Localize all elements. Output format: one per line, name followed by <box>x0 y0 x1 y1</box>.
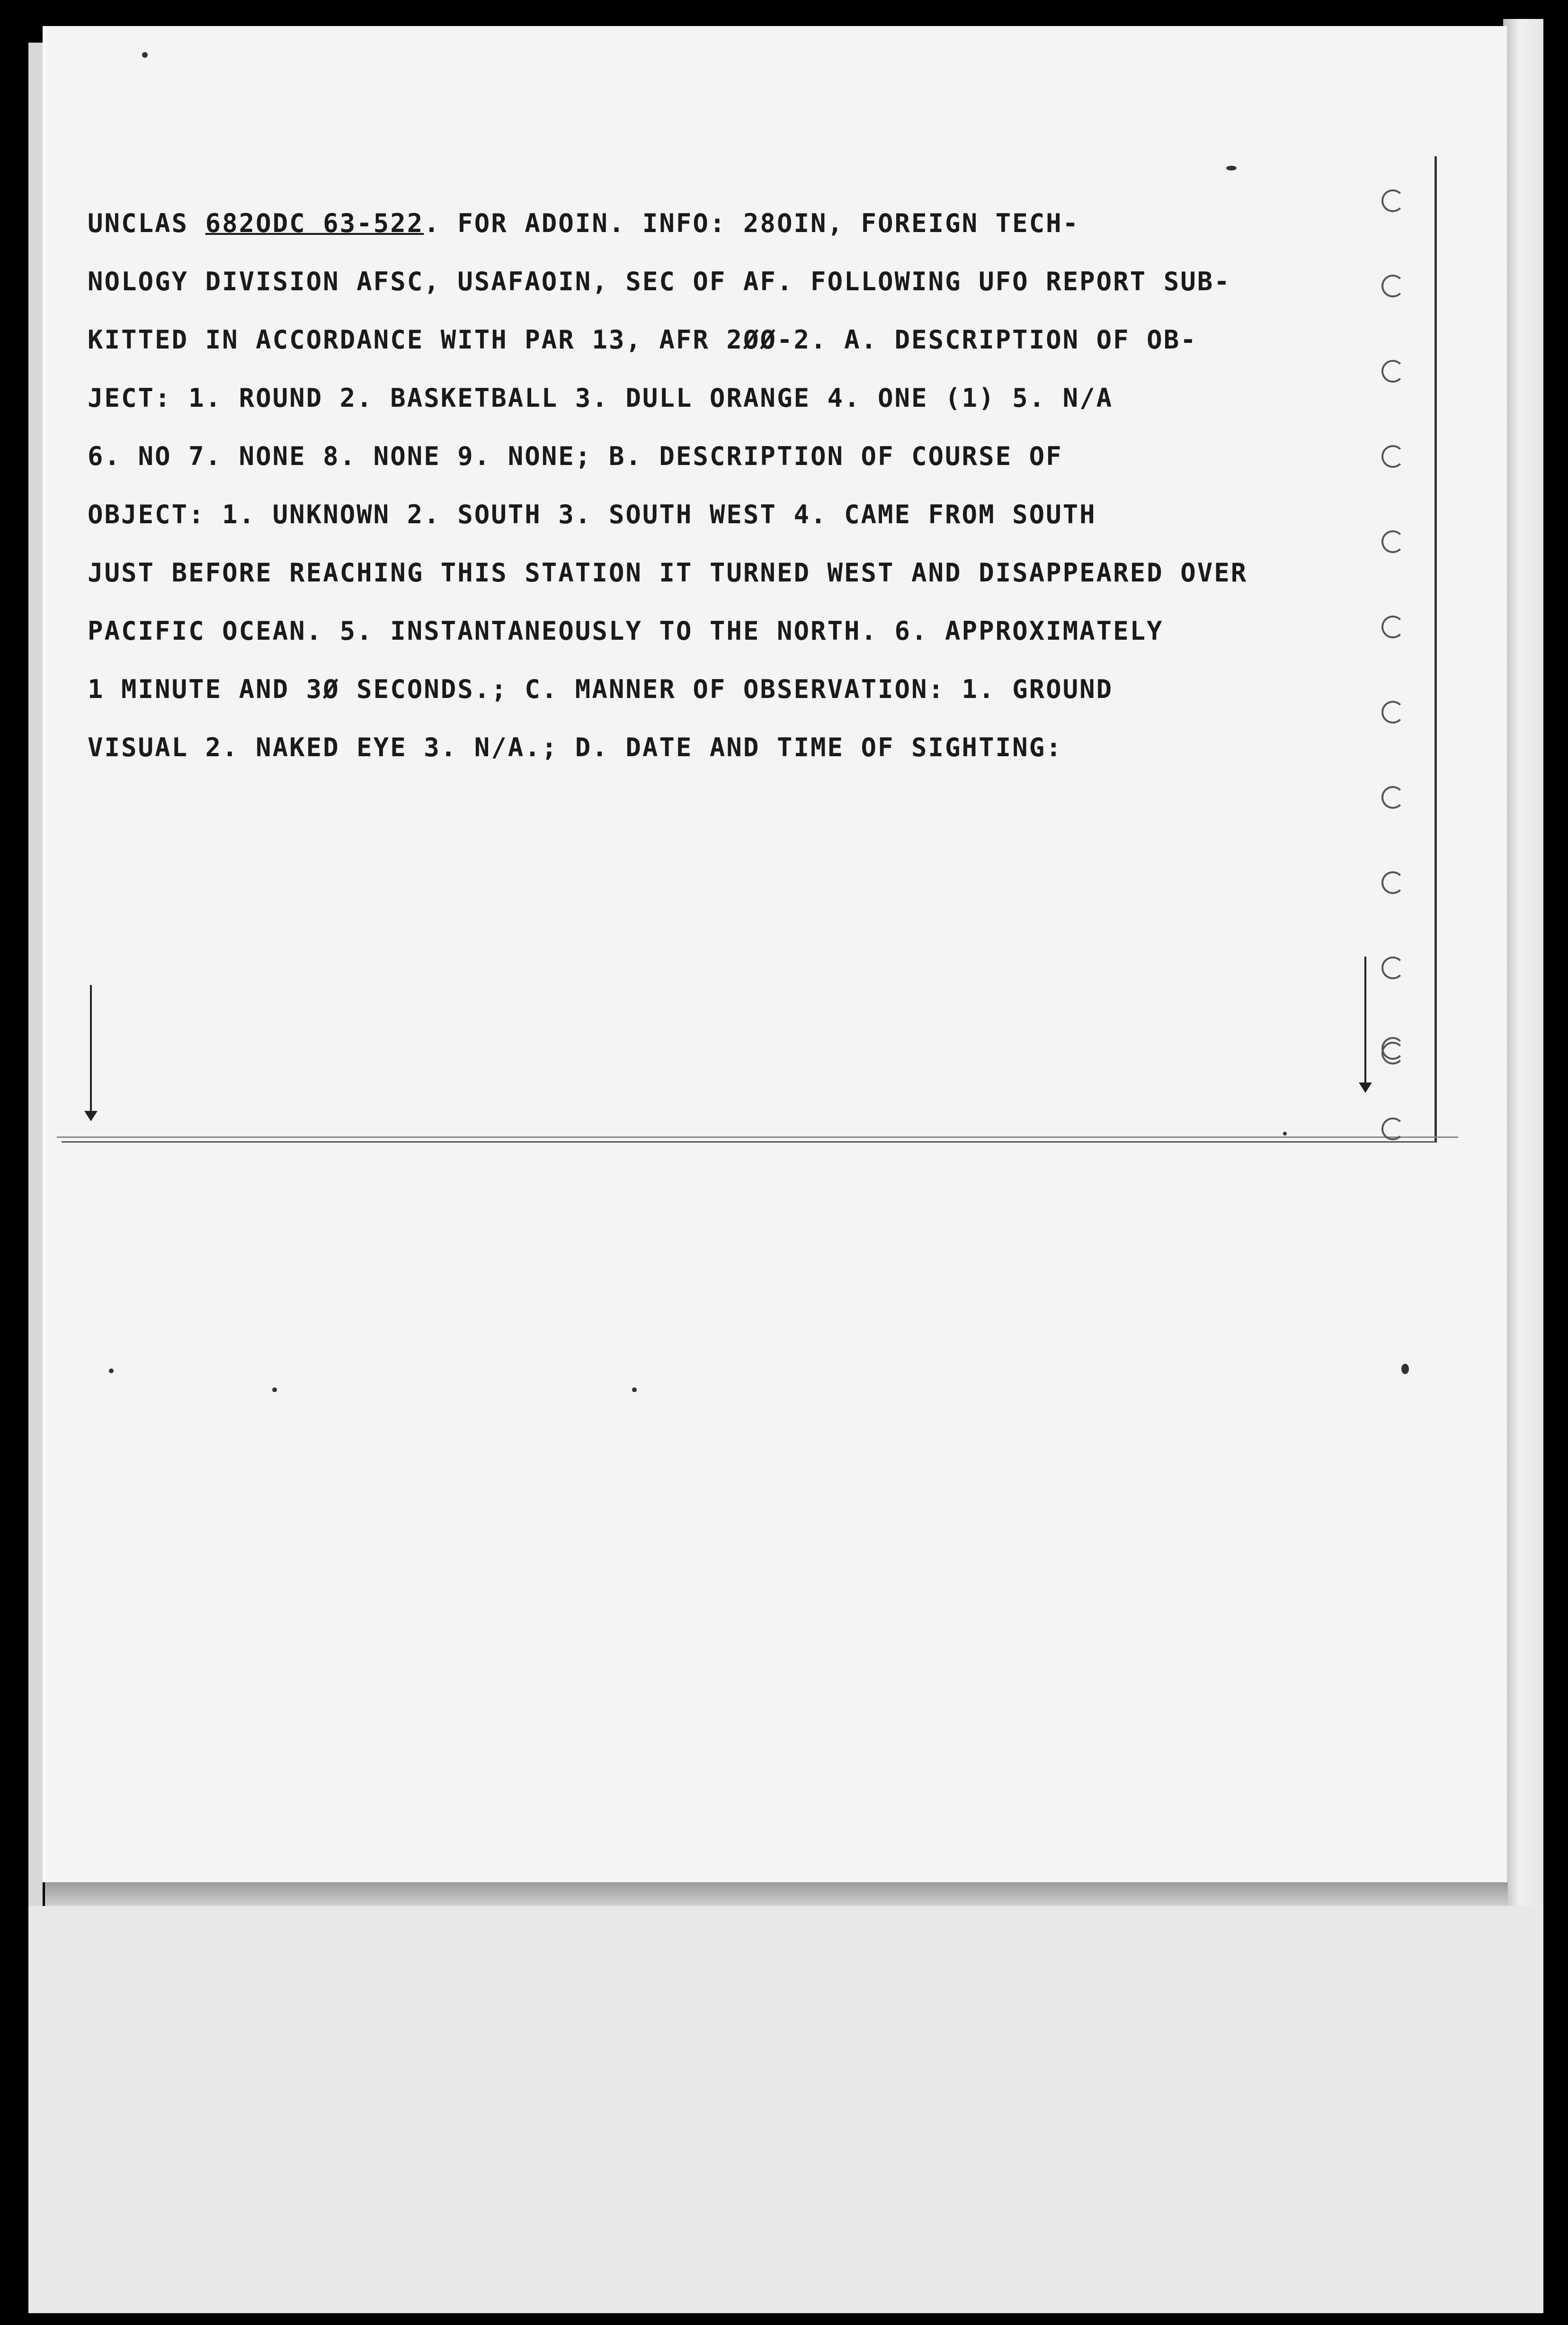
line-text: PACIFIC OCEAN. 5. INSTANTANEOUSLY TO THE NORTH. 6. APPROXIMATELY <box>88 616 1164 646</box>
sprocket-hole <box>1381 360 1404 383</box>
sprocket-hole <box>1381 616 1404 638</box>
sheet-shadow <box>45 1882 1508 1906</box>
message-line <box>88 369 1413 427</box>
line-text: JUST BEFORE REACHING THIS STATION IT TURNED WEST AND DISAPPEARED OVER <box>88 558 1248 588</box>
sprocket-hole <box>1381 189 1404 212</box>
message-line <box>88 427 1413 485</box>
sprocket-hole <box>1381 1037 1404 1060</box>
message-line <box>88 485 1413 544</box>
line-text: 1 MINUTE AND 3Ø SECONDS.; C. MANNER OF OBSERVATION: 1. GROUND <box>88 674 1114 704</box>
line-text: . FOR ADOIN. INFO: 28OIN, FOREIGN TECH- <box>424 208 1080 238</box>
sprocket-hole <box>1381 871 1404 894</box>
line-text: NOLOGY DIVISION AFSC, USAFAOIN, SEC OF AF. FOLLOWING UFO REPORT SUB- <box>88 267 1231 296</box>
message-number: 682ODC 63-522 <box>205 208 424 238</box>
line-prefix: UNCLAS <box>88 208 205 238</box>
scan-speck <box>1401 1364 1409 1374</box>
scan-speck <box>1283 1132 1287 1136</box>
tear-line <box>57 1136 1458 1138</box>
message-line <box>88 252 1413 311</box>
scan-speck <box>109 1368 114 1373</box>
line-text: 6. NO 7. NONE 8. NONE 9. NONE; B. DESCRIPTION OF COURSE OF <box>88 441 1063 471</box>
sprocket-hole <box>1381 445 1404 468</box>
message-line <box>88 660 1413 718</box>
line-text: OBJECT: 1. UNKNOWN 2. SOUTH 3. SOUTH WEST 4. CAME FROM SOUTH <box>88 500 1096 529</box>
sprocket-hole <box>1381 957 1404 979</box>
sprocket-hole <box>1381 786 1404 809</box>
down-arrow-left-icon <box>90 985 92 1113</box>
message-line <box>88 544 1413 602</box>
right-paper-edge <box>1503 19 1543 1908</box>
scan-speck <box>632 1387 637 1392</box>
sprocket-hole <box>1381 701 1404 724</box>
scan-speck <box>1226 166 1237 170</box>
line-text: VISUAL 2. NAKED EYE 3. N/A.; D. DATE AND TIME OF SIGHTING: <box>88 733 1063 762</box>
message-line <box>88 194 1413 252</box>
message-line <box>88 718 1413 777</box>
lower-paper-strip <box>28 1906 1543 2313</box>
message-line <box>88 311 1413 369</box>
scan-speck <box>272 1387 277 1392</box>
scan-speck <box>142 52 148 58</box>
message-text <box>88 194 1413 777</box>
sprocket-hole <box>1381 1118 1404 1140</box>
left-paper-edge <box>28 43 43 1913</box>
line-text: JECT: 1. ROUND 2. BASKETBALL 3. DULL ORANGE 4. ONE (1) 5. N/A <box>88 383 1114 413</box>
sprocket-hole <box>1381 530 1404 553</box>
sprocket-hole <box>1381 275 1404 297</box>
message-line <box>88 602 1413 660</box>
line-text: KITTED IN ACCORDANCE WITH PAR 13, AFR 2ØØ-2. A. DESCRIPTION OF OB- <box>88 325 1197 355</box>
down-arrow-right-icon <box>1364 957 1366 1084</box>
